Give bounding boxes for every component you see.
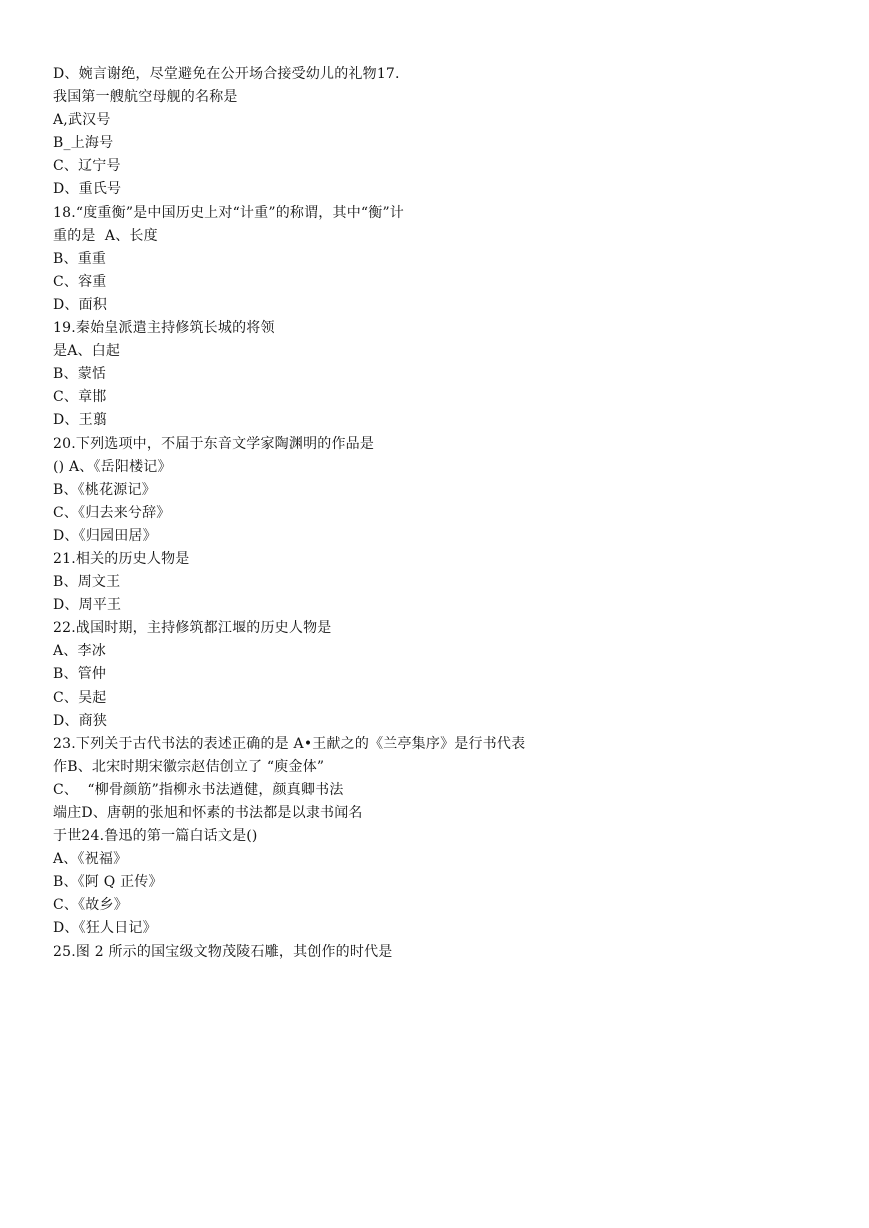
text-line: 重的是 A、长度 [53, 227, 158, 244]
text-line: A,武汉号 [53, 112, 111, 129]
text-line: D、重氏号 [53, 181, 122, 198]
text-line: 18.“度重衡”是中国历史上对“计重”的称谓，其中“衡”计 [53, 204, 405, 221]
text-line: A、李冰 [53, 643, 106, 660]
text-line: D、面积 [53, 296, 108, 313]
text-line: D、《归园田居》 [53, 527, 157, 544]
text-line: 是A、白起 [53, 343, 121, 360]
text-line: B、《阿 Q 正传》 [53, 874, 163, 891]
text-line: B、蒙恬 [53, 366, 107, 383]
text-line: C、容重 [53, 273, 107, 290]
text-line: 我国第一艘航空母舰的名称是 [53, 89, 238, 106]
text-line: 19.秦始皇派遣主持修筑长城的将领 [53, 320, 275, 337]
text-line: B、管仲 [53, 666, 107, 683]
text-line: C、 “柳骨颜筋”指柳永书法遒健，颜真卿书法 [53, 781, 344, 798]
text-line: B_上海号 [53, 135, 114, 152]
text-line: 21.相关的历史人物是 [53, 550, 190, 567]
text-line: C、《故乡》 [53, 897, 128, 914]
document-page [53, 63, 853, 964]
text-line: 于世24.鲁迅的第一篇白话文是() [53, 828, 258, 845]
text-line: C、辽宁号 [53, 158, 121, 175]
text-line: B、重重 [53, 250, 107, 267]
text-line: B、周文王 [53, 574, 121, 591]
text-line: () A、《岳阳楼记》 [53, 458, 172, 475]
text-line: C、《归去来兮辞》 [53, 504, 171, 521]
text-line: D、《狂人日记》 [53, 920, 157, 937]
text-line: B、《桃花源记》 [53, 481, 156, 498]
text-line: 作B、北宋时期宋徽宗赵佶创立了 “庾金体” [53, 758, 325, 775]
text-line: 端庄D、唐朝的张旭和怀素的书法都是以隶书闻名 [53, 805, 363, 821]
text-line: D、王翦 [53, 412, 108, 429]
text-line: 23.下列关于古代书法的表述正确的是 A•王献之的《兰亭集序》是行书代表 [53, 735, 526, 752]
text-line: 22.战国时期，主持修筑都江堰的历史人物是 [53, 620, 332, 637]
text-line: C、吴起 [53, 689, 107, 706]
text-line: D、商狭 [53, 712, 108, 729]
text-line: 25.图 2 所示的国宝级文物茂陵石雕，其创作的时代是 [53, 943, 393, 960]
text-line: A、《祝福》 [53, 851, 128, 868]
text-line: 20.下列选项中，不届于东音文学家陶渊明的作品是 [53, 435, 375, 452]
text-line: C、章邯 [53, 389, 107, 406]
text-line: D、婉言谢绝，尽堂避免在公开场合接受幼儿的礼物17. [53, 66, 400, 82]
text-line: D、周平王 [53, 597, 122, 614]
